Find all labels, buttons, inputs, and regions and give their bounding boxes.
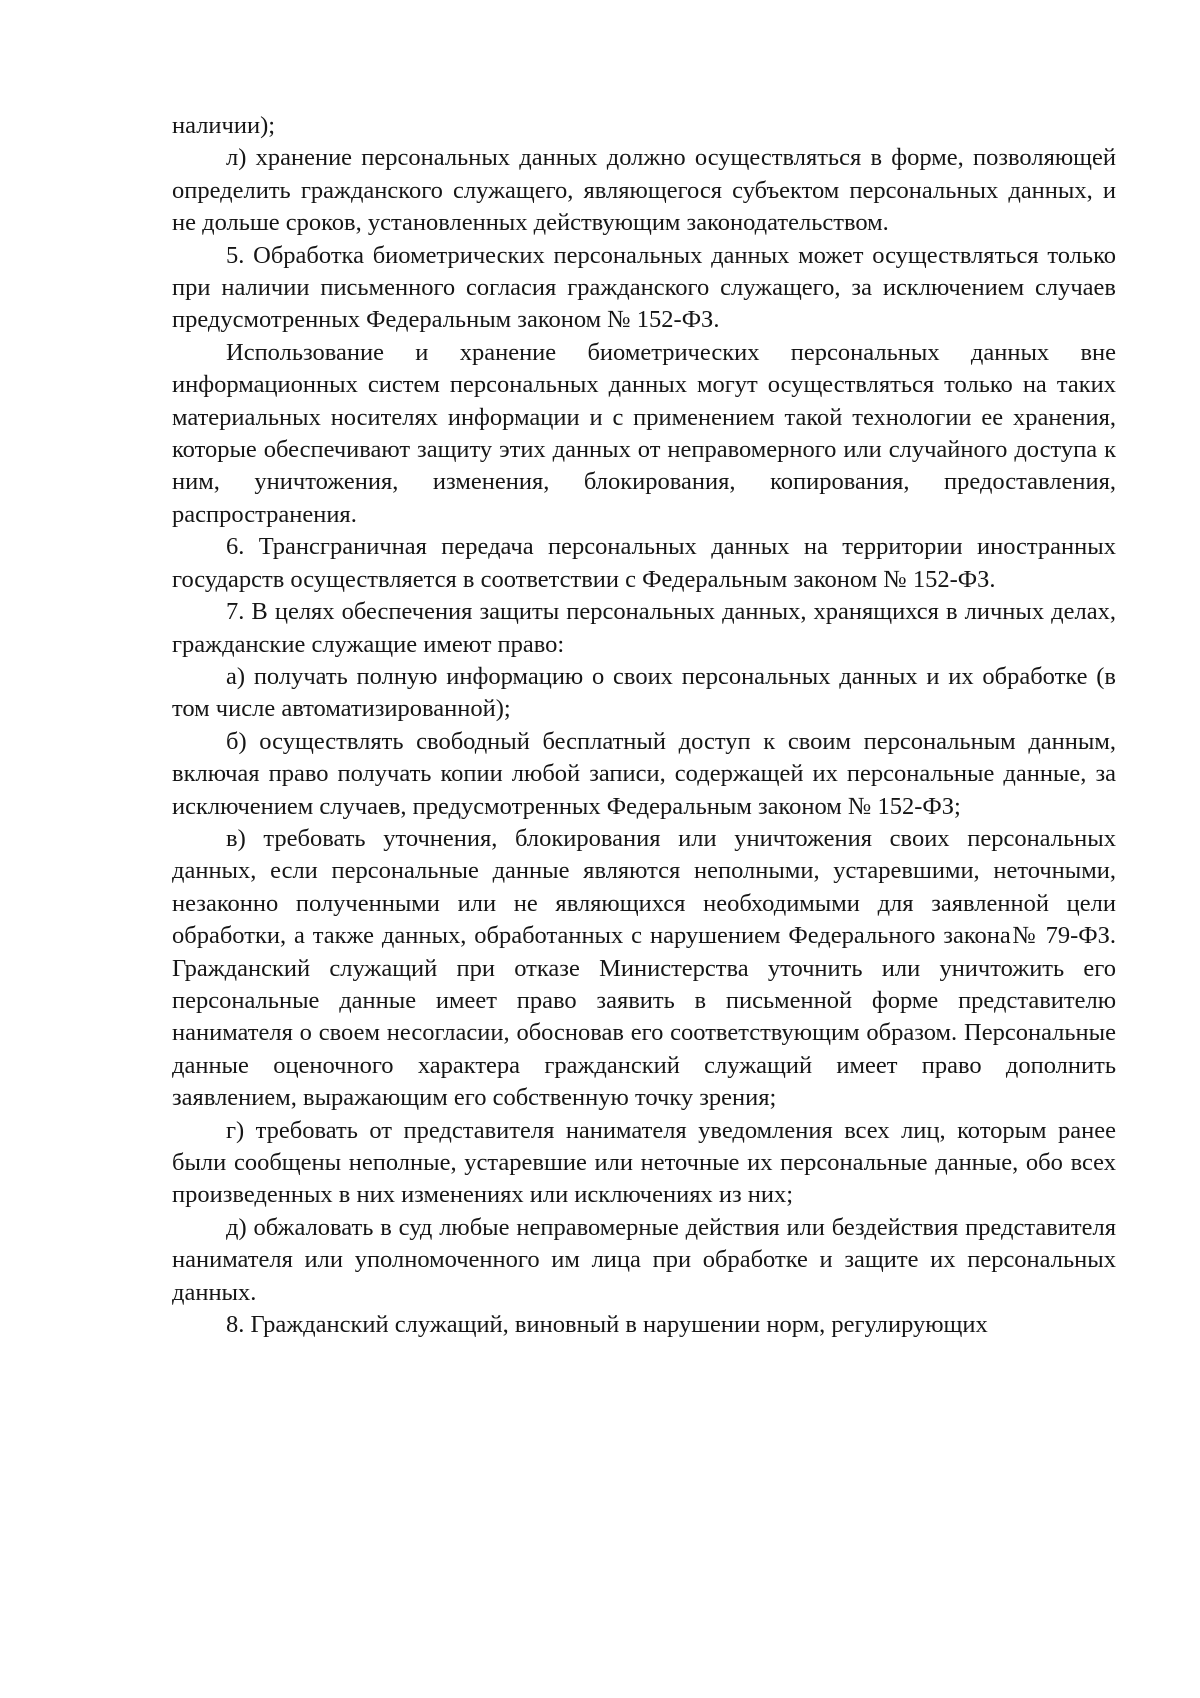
paragraph-section-6: 6. Трансграничная передача персональных данных на территории иностранных государств осуществляется в соответствии с Федеральным законом № 152-ФЗ. <box>172 533 1116 593</box>
paragraph-biometric-storage: Использование и хранение биометрических персональных данных вне информационных систем персональных данных могут осуществляться только на таких материальных носителях информации и с применением такой технологии ее хранения, которые обеспечивают защиту этих данных от неправомерного или случайного доступа к ним, уничтожения, изменения, блокирования, копирования, предоставления, распространения. <box>172 338 1116 528</box>
paragraph-item-l: л) хранение персональных данных должно осуществляться в форме, позволяющей определить гражданского служащего, являющегося субъектом персональных данных, и не дольше сроков, установленных действующим законодательством. <box>172 144 1116 237</box>
document-body <box>172 110 1116 1341</box>
paragraph-item-d: д) обжаловать в суд любые неправомерные действия или бездействия представителя нанимателя или уполномоченного им лица при обработке и защите их персональных данных. <box>172 1213 1116 1306</box>
paragraph-section-7: 7. В целях обеспечения защиты персональных данных, хранящихся в личных делах, гражданские служащие имеют право: <box>172 598 1116 658</box>
paragraph-item-g: г) требовать от представителя нанимателя уведомления всех лиц, которым ранее были сообщены неполные, устаревшие или неточные их персональные данные, обо всех произведенных в них изменениях или исключениях из них; <box>172 1116 1116 1209</box>
paragraph-item-a: а) получать полную информацию о своих персональных данных и их обработке (в том числе автоматизированной); <box>172 662 1116 723</box>
paragraph-item-b: б) осуществлять свободный бесплатный доступ к своим персональным данным, включая право получать копии любой записи, содержащей их персональные данные, за исключением случаев, предусмотренных Федеральным законом № 152-ФЗ; <box>172 727 1116 820</box>
paragraph-item-v: в) требовать уточнения, блокирования или уничтожения своих персональных данных, если персональные данные являются неполными, устаревшими, неточными, незаконно полученными или не являющихся необходимыми для заявленной цели обработки, а также данных, обработанных с нарушением Федерального закона№ 79-ФЗ. Гражданский служащий при отказе Министерства уточнить или уничтожить его персональные данные имеет право заявить в письменной форме представителю нанимателя о своем несогласии, обосновав его соответствующим образом. Персональные данные оценочного характера гражданский служащий имеет право дополнить заявлением, выражающим его собственную точку зрения; <box>172 824 1116 1112</box>
paragraph-continuation: наличии); <box>172 112 276 139</box>
paragraph-section-8: 8. Гражданский служащий, виновный в нарушении норм, регулирующих <box>226 1311 988 1339</box>
paragraph-section-5: 5. Обработка биометрических персональных данных может осуществляться только при наличии письменного согласия гражданского служащего, за исключением случаев предусмотренных Федеральным законом № 152-ФЗ. <box>172 241 1116 334</box>
